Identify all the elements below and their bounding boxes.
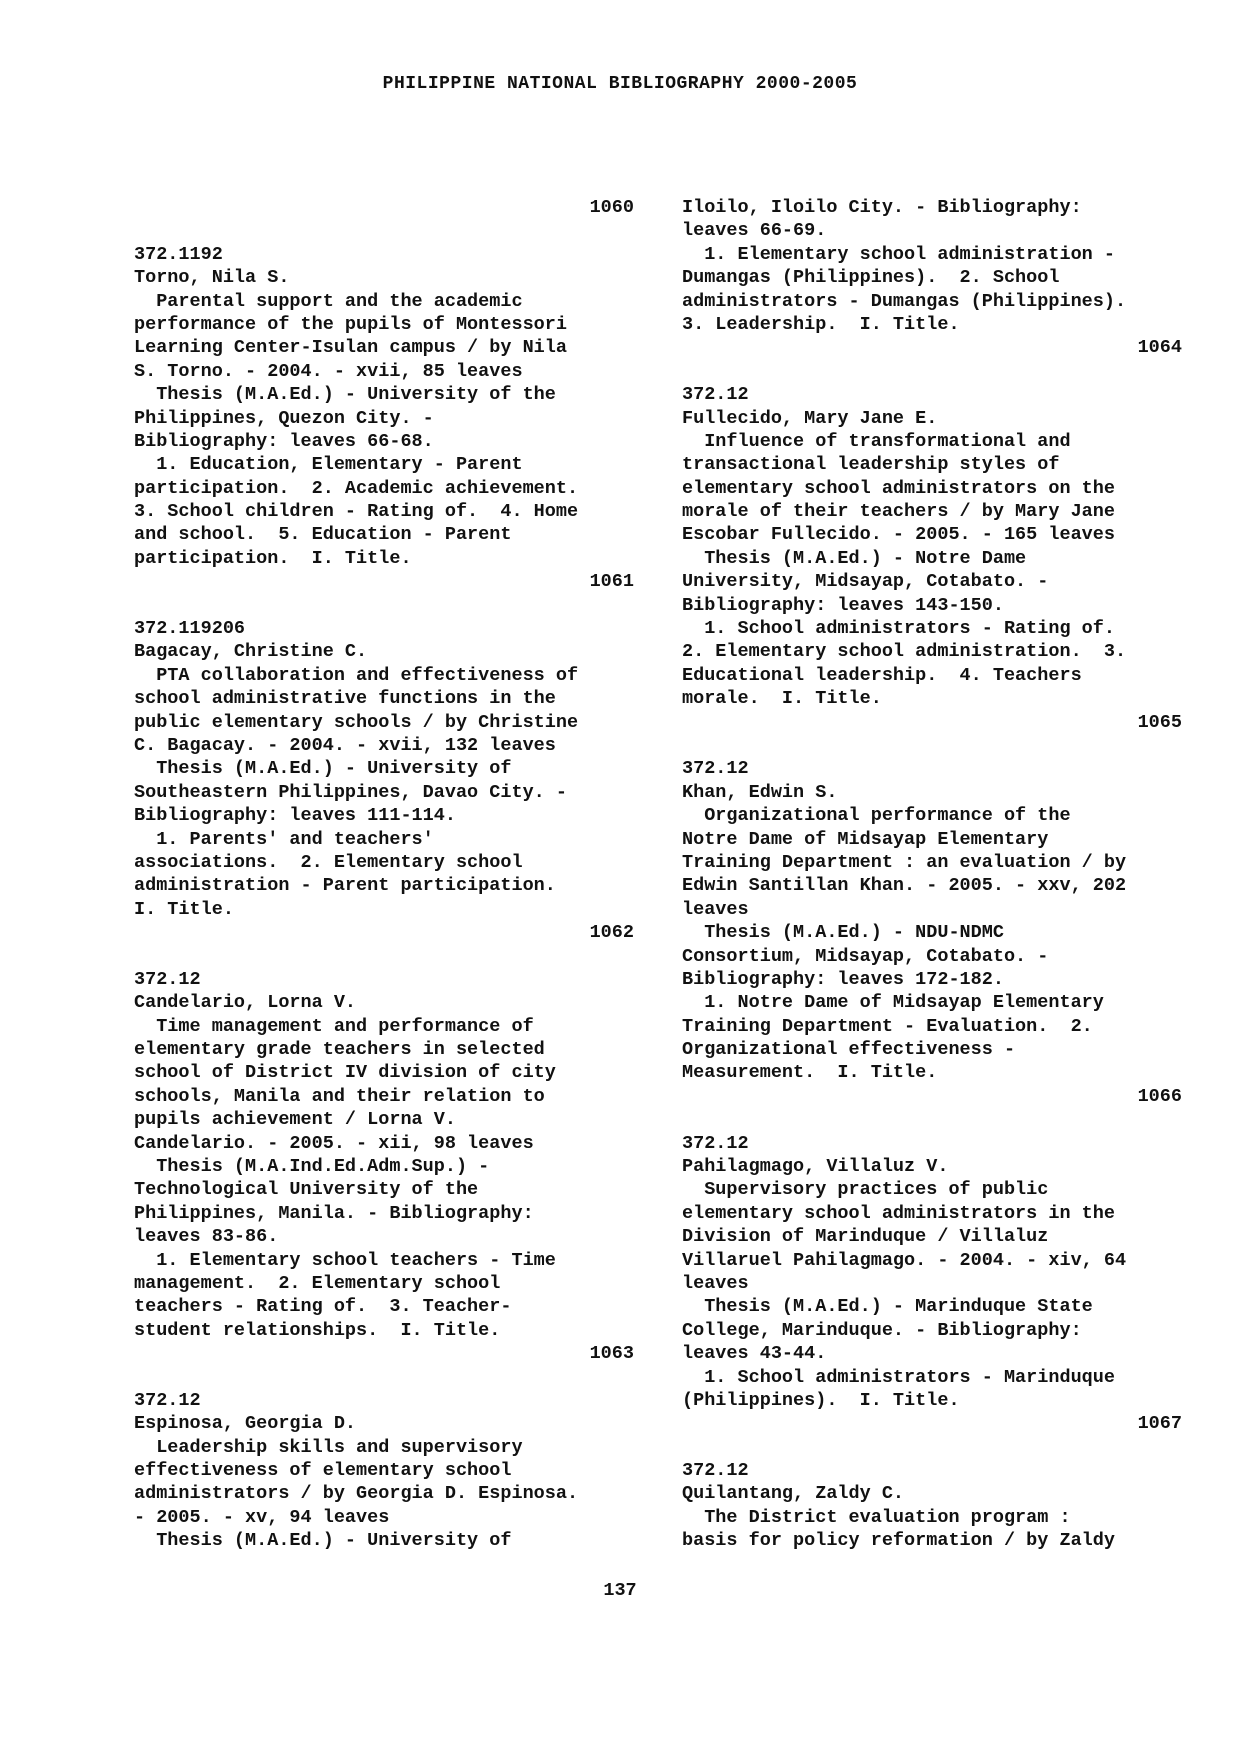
entry-line: Southeastern Philippines, Davao City. - bbox=[134, 781, 567, 803]
entry-line: pupils achievement / Lorna V. bbox=[134, 1109, 456, 1131]
entry-number: 1061 bbox=[589, 571, 634, 593]
entry-line: Philippines, Manila. - Bibliography: bbox=[134, 1202, 534, 1224]
entry-line: Candelario, Lorna V. bbox=[134, 992, 357, 1014]
entry-line: Thesis (M.A.Ed.) - NDU-NDMC bbox=[682, 922, 1004, 944]
entry-line: management. 2. Elementary school bbox=[134, 1272, 501, 1294]
entry-line: effectiveness of elementary school bbox=[134, 1460, 512, 1482]
entry-line: 3. Leadership. I. Title. bbox=[682, 313, 960, 335]
entry-line: Training Department : an evaluation / by bbox=[682, 851, 1127, 873]
entry-line: Thesis (M.A.Ind.Ed.Adm.Sup.) - bbox=[134, 1156, 490, 1178]
entry-line: associations. 2. Elementary school bbox=[134, 851, 523, 873]
entry-line: 372.12 bbox=[682, 758, 749, 780]
entry-line: Thesis (M.A.Ed.) - Marinduque State bbox=[682, 1296, 1093, 1318]
entry-line: morale of their teachers / by Mary Jane bbox=[682, 501, 1115, 523]
entry-line: 372.1192 bbox=[134, 243, 223, 265]
entry-number: 1063 bbox=[589, 1343, 634, 1365]
entry-number: 1060 bbox=[589, 197, 634, 218]
entry-line: 1. Elementary school teachers - Time bbox=[134, 1249, 556, 1271]
entry-line: Villaruel Pahilagmago. - 2004. - xiv, 64 bbox=[682, 1249, 1127, 1271]
entry-line: 3. School children - Rating of. 4. Home bbox=[134, 501, 579, 523]
entry-line: basis for policy reformation / by Zaldy bbox=[682, 1530, 1115, 1552]
entry-number: 1062 bbox=[589, 922, 634, 944]
entry-line: administrators - Dumangas (Philippines). bbox=[682, 290, 1127, 312]
entry-line: Thesis (M.A.Ed.) - Notre Dame bbox=[682, 547, 1027, 569]
entry-line: leaves 43-44. bbox=[682, 1343, 827, 1365]
entry-line: Supervisory practices of public bbox=[682, 1179, 1049, 1201]
entry-line: Thesis (M.A.Ed.) - University of bbox=[134, 758, 512, 780]
entry-line bbox=[682, 1108, 1182, 1131]
entry-line: Escobar Fullecido. - 2005. - 165 leaves bbox=[682, 524, 1115, 546]
entry-line: school of District IV division of city bbox=[134, 1062, 556, 1084]
entry-line: I. Title. bbox=[134, 898, 234, 920]
entry-line: teachers - Rating of. 3. Teacher- bbox=[134, 1296, 512, 1318]
entry-line: 1. Education, Elementary - Parent bbox=[134, 454, 523, 476]
entry-line: administrators / by Georgia D. Espinosa. bbox=[134, 1483, 579, 1505]
entry-line: College, Marinduque. - Bibliography: bbox=[682, 1319, 1082, 1341]
entry-line: Quilantang, Zaldy C. bbox=[682, 1483, 905, 1505]
entry-line: and school. 5. Education - Parent bbox=[134, 524, 512, 546]
entry-line: participation. I. Title. bbox=[134, 547, 412, 569]
entry-line: leaves 66-69. bbox=[682, 220, 827, 242]
right-column bbox=[682, 196, 1182, 1553]
entry-line: Technological University of the bbox=[134, 1179, 479, 1201]
entry-line: Consortium, Midsayap, Cotabato. - bbox=[682, 945, 1049, 967]
entry-line: transactional leadership styles of bbox=[682, 454, 1060, 476]
entry-line: Iloilo, Iloilo City. - Bibliography: bbox=[682, 197, 1082, 218]
entry-line: Bagacay, Christine C. bbox=[134, 641, 368, 663]
entry-line: Espinosa, Georgia D. bbox=[134, 1413, 357, 1435]
entry-line: Thesis (M.A.Ed.) - University of the bbox=[134, 384, 556, 406]
entry-line: 372.12 bbox=[682, 1460, 749, 1482]
entry-line: University, Midsayap, Cotabato. - bbox=[682, 571, 1049, 593]
entry-line bbox=[134, 219, 634, 242]
entry-line: Learning Center-Isulan campus / by Nila bbox=[134, 337, 567, 359]
entry-line: C. Bagacay. - 2004. - xvii, 132 leaves bbox=[134, 734, 556, 756]
entry-line: S. Torno. - 2004. - xvii, 85 leaves bbox=[134, 360, 523, 382]
entry-line: schools, Manila and their relation to bbox=[134, 1085, 545, 1107]
entry-line bbox=[134, 594, 634, 617]
entry-line: 372.12 bbox=[682, 384, 749, 406]
entry-line: Khan, Edwin S. bbox=[682, 781, 838, 803]
entry-line bbox=[682, 360, 1182, 383]
entry-line bbox=[134, 1366, 634, 1389]
entry-line: Fullecido, Mary Jane E. bbox=[682, 407, 938, 429]
entry-line: Bibliography: leaves 172-182. bbox=[682, 968, 1004, 990]
entry-line: Division of Marinduque / Villaluz bbox=[682, 1226, 1049, 1248]
entry-line: Dumangas (Philippines). 2. School bbox=[682, 267, 1060, 289]
entry-line: 372.12 bbox=[134, 968, 201, 990]
entry-line: (Philippines). I. Title. bbox=[682, 1389, 960, 1411]
entry-line: student relationships. I. Title. bbox=[134, 1319, 501, 1341]
entry-number: 1065 bbox=[1137, 711, 1182, 733]
entry-line: elementary school administrators on the bbox=[682, 477, 1115, 499]
entry-line: Parental support and the academic bbox=[134, 290, 523, 312]
entry-line: 1. Elementary school administration - bbox=[682, 243, 1115, 265]
entry-line: Notre Dame of Midsayap Elementary bbox=[682, 828, 1049, 850]
entry-line: leaves 83-86. bbox=[134, 1226, 279, 1248]
entry-line: Torno, Nila S. bbox=[134, 267, 290, 289]
entry-line: 1. School administrators - Rating of. bbox=[682, 618, 1115, 640]
entry-line: Training Department - Evaluation. 2. bbox=[682, 1015, 1093, 1037]
entry-number: 1066 bbox=[1137, 1085, 1182, 1107]
entry-line: public elementary schools / by Christine bbox=[134, 711, 579, 733]
entry-line: Bibliography: leaves 111-114. bbox=[134, 805, 456, 827]
left-column bbox=[134, 196, 634, 1553]
page-number: 137 bbox=[603, 1580, 637, 1601]
entry-line: 372.12 bbox=[682, 1132, 749, 1154]
entry-line: Philippines, Quezon City. - bbox=[134, 407, 434, 429]
entry-line: school administrative functions in the bbox=[134, 688, 556, 710]
entry-line: Thesis (M.A.Ed.) - University of bbox=[134, 1530, 512, 1552]
entry-line: Leadership skills and supervisory bbox=[134, 1436, 523, 1458]
entry-line: Organizational performance of the bbox=[682, 805, 1071, 827]
entry-line: participation. 2. Academic achievement. bbox=[134, 477, 579, 499]
entry-line: Bibliography: leaves 66-68. bbox=[134, 430, 434, 452]
entry-line: leaves bbox=[682, 898, 749, 920]
entry-line: 2. Elementary school administration. 3. bbox=[682, 641, 1127, 663]
entry-line: morale. I. Title. bbox=[682, 688, 882, 710]
entry-line: 1. Notre Dame of Midsayap Elementary bbox=[682, 992, 1104, 1014]
entry-line bbox=[682, 1436, 1182, 1459]
entry-line: Pahilagmago, Villaluz V. bbox=[682, 1156, 949, 1178]
entry-line: 372.12 bbox=[134, 1389, 201, 1411]
entry-line: Educational leadership. 4. Teachers bbox=[682, 664, 1082, 686]
page-header: PHILIPPINE NATIONAL BIBLIOGRAPHY 2000-2005 bbox=[382, 74, 858, 94]
entry-line: 372.119206 bbox=[134, 618, 246, 640]
entry-line: Bibliography: leaves 143-150. bbox=[682, 594, 1004, 616]
entry-number: 1064 bbox=[1137, 337, 1182, 359]
entry-line: Influence of transformational and bbox=[682, 430, 1071, 452]
entry-line: PTA collaboration and effectiveness of bbox=[134, 664, 579, 686]
entry-line bbox=[134, 945, 634, 968]
entry-line: - 2005. - xv, 94 leaves bbox=[134, 1506, 390, 1528]
entry-line: The District evaluation program : bbox=[682, 1506, 1071, 1528]
entry-line: Time management and performance of bbox=[134, 1015, 534, 1037]
entry-line: elementary school administrators in the bbox=[682, 1202, 1115, 1224]
entry-line: administration - Parent participation. bbox=[134, 875, 556, 897]
entry-line bbox=[682, 734, 1182, 757]
entry-line: elementary grade teachers in selected bbox=[134, 1039, 545, 1061]
entry-line: Candelario. - 2005. - xii, 98 leaves bbox=[134, 1132, 534, 1154]
entry-number: 1067 bbox=[1137, 1413, 1182, 1435]
entry-line: leaves bbox=[682, 1272, 749, 1294]
entry-line: Edwin Santillan Khan. - 2005. - xxv, 202 bbox=[682, 875, 1127, 897]
entry-line: Organizational effectiveness - bbox=[682, 1039, 1016, 1061]
entry-line: Measurement. I. Title. bbox=[682, 1062, 938, 1084]
entry-line: performance of the pupils of Montessori bbox=[134, 313, 567, 335]
entry-line: 1. School administrators - Marinduque bbox=[682, 1366, 1115, 1388]
entry-line: 1. Parents' and teachers' bbox=[134, 828, 434, 850]
